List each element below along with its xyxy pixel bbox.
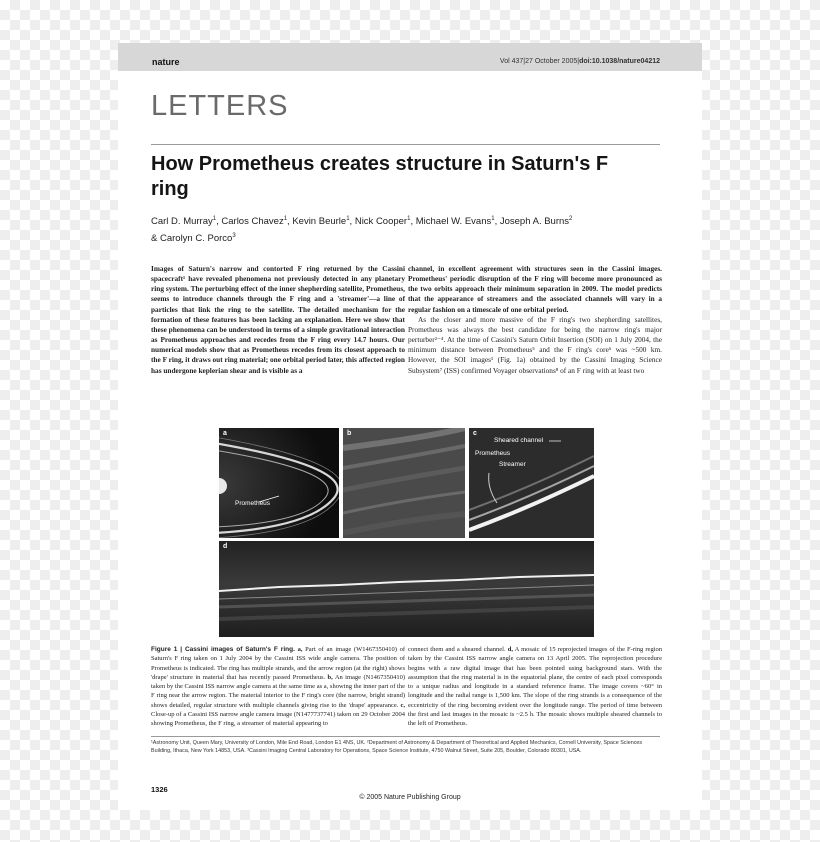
prometheus-label-c: Prometheus xyxy=(475,450,511,457)
sheared-channel-label: Sheared channel xyxy=(494,437,544,444)
ring-image-a xyxy=(219,428,339,538)
panel-label-c: c xyxy=(473,430,477,437)
prometheus-label-a: Prometheus xyxy=(235,500,271,507)
caption-text: connect them and a sheared channel. xyxy=(408,646,506,653)
author-affiliation-mark: 1 xyxy=(212,216,217,222)
caption-text: An image (N1467350410) taken by the Cassini ISS narrow angle camera at the same time as a, showing the inner part of the F ring near the arrow region. The material interior to the F ring's core (the narrow, bright strand) shows detailed, regular structure with multiple channels giving rise to the 'drape' appearance. xyxy=(151,673,405,709)
author-affiliation-mark: 3 xyxy=(232,233,236,240)
journal-header-bar xyxy=(118,43,702,71)
doi-text: doi:10.1038/nature04212 xyxy=(579,58,660,65)
author-affiliation-mark: 1 xyxy=(283,216,288,222)
title-rule xyxy=(151,144,660,145)
figure-panel-b xyxy=(343,428,465,538)
author-name: Michael W. Evans xyxy=(415,216,492,228)
figure-caption-left xyxy=(151,645,405,729)
author-affiliation-mark: 1 xyxy=(491,216,495,222)
issue-info xyxy=(500,58,660,65)
author-name: Nick Cooper xyxy=(354,216,408,228)
journal-name: nature xyxy=(152,57,180,67)
caption-panel-letter: a, xyxy=(294,646,303,653)
figure-panel-c xyxy=(469,428,594,538)
author-name: Carlos Chavez xyxy=(221,216,284,228)
figure-panel-d xyxy=(219,541,594,637)
abstract-left-column xyxy=(151,264,405,376)
issue-volume-date: Vol 437|27 October 2005| xyxy=(499,58,580,65)
paper-page xyxy=(118,43,702,810)
caption-text: A mosaic of 15 reprojected images of the F-ring region taken by the Cassini ISS narrow angle camera on 13 April 2005. The reprojection procedure begins with a raw digital image that has been pointed using background stars. With the assumption that the ring material is in the equatorial plane, the centre of each pixel corresponds to a unique radius and longitude in a standard reference frame. The image covers ~60° in longitude and the radial range is 1,500 km. The slope of the ring strands is a consequence of the eccentricity of the ring becoming evident over the longitude range. The period of time between the first and last images in the mosaic is ~2.5 h. The mosaic shows multiple sheared channels to the left of Prometheus. xyxy=(408,646,662,728)
author-name: Carolyn C. Porco xyxy=(159,233,233,245)
figure-caption-right xyxy=(408,645,662,729)
panel-label-d: d xyxy=(223,543,228,550)
affiliations: ¹Astronomy Unit, Queen Mary, University of London, Mile End Road, London E1 4NS, UK. ²Department of Astronomy & Department of Theoretical and Applied Mechanics, Cornell University, Space Sciences Building, Ithaca, New York 14853, USA. ³Cassini Imaging Central Laboratory for Operations, Space Science Institute, 4750 Walnut Street, Suite 205, Boulder, Colorado 80301, USA. xyxy=(151,740,643,755)
caption-text: Close-up of a Cassini ISS narrow angle camera image (N1477737741) taken on 29 October 2004 showing Prometheus, the F ring, a streamer of material appearing to xyxy=(151,711,405,728)
page-number: 1326 xyxy=(151,785,168,794)
panel-label-a: a xyxy=(223,430,227,437)
caption-panel-letter: b, xyxy=(325,673,333,681)
panel-label-b: b xyxy=(347,430,352,437)
author-name: Joseph A. Burns xyxy=(499,216,570,228)
article-title: How Prometheus creates structure in Saturn's F ring xyxy=(151,153,609,200)
author-affiliation-mark: 1 xyxy=(346,216,350,222)
streamer-label: Streamer xyxy=(499,461,526,468)
abstract-text-right: channel, in excellent agreement with structures seen in the Cassini images. Prometheus' periodic disruption of the F ring will become more pronounced as the two orbits approach their minimum separation in 2009. The model predicts that the appearance of streamers and the associated channels will vary in a regular fashion on a timescale of one orbital period. xyxy=(408,264,662,314)
caption-title: Figure 1 | Cassini images of Saturn's F ring. xyxy=(151,646,295,653)
body-text-right: As the closer and more massive of the F ring's two shepherding satellites, Prometheus was always the best candidate for being the narrow ring's major perturber²⁻⁴. At the time of Cassini's Saturn Orbit Insertion (SOI) on 1 July 2004, the minimum distance between Prometheus⁵ and the F ring's core⁶ was ~500 km. However, the SOI images¹ (Fig. 1a) obtained by the Cassini Imaging Science Subsystem⁷ (ISS) confirmed Voyager observations⁸ of an F ring with at least two xyxy=(408,314,662,375)
caption-text: Part of an image (W1467350410) of Saturn's F ring taken on 1 July 2004 by the Cassini ISS wide angle camera. The position of Prometheus is indicated. The ring has multiple strands, and the arrow region (at the right) shows 'drape' structure in material that has recently passed Prometheus. xyxy=(151,646,406,681)
author-name: Carl D. Murray xyxy=(151,216,213,228)
caption-panel-letter: d, xyxy=(505,646,513,653)
figure-panel-a xyxy=(219,428,339,538)
ring-image-c xyxy=(469,428,594,538)
author-affiliation-mark: 1 xyxy=(407,216,411,222)
caption-panel-letter: c, xyxy=(398,701,405,709)
affiliation-rule xyxy=(151,736,660,737)
ring-image-b xyxy=(343,428,465,538)
author-list: Carl D. Murray$^1$, Carlos Chavez$^1$, Kevin Beurle$^1$, Nick Cooper$^1$, Michael W. Evans$^1$, Joseph A. Burns$^2$ & Carolyn C. Porco$^3$ xyxy=(151,216,573,245)
author-name: Kevin Beurle xyxy=(292,216,347,228)
abstract-text-left: Images of Saturn's narrow and contorted F ring returned by the Cassini spacecraft¹ have revealed phenomena not previously detected in any planetary ring system. The perturbing effect of the inner shepherding satellite, Prometheus, seems to introduce channels through the F ring and a 'streamer'—a line of particles that link the ring to the satellite. The detailed mechanism for the formation of these features has been lacking an explanation. Here we show that these phenomena can be understood in terms of a simple gravitational interaction as Prometheus approaches and recedes from the F ring every 14.7 hours. Our numerical models show that as Prometheus recedes from its closest approach to the F ring, it draws out ring material; one orbital period later, this affected region has undergone keplerian shear and is visible as a xyxy=(151,264,405,375)
author-affiliation-mark: 2 xyxy=(569,216,573,222)
section-heading: LETTERS xyxy=(151,90,289,122)
copyright-notice: © 2005 Nature Publishing Group xyxy=(359,794,461,801)
ring-mosaic-d xyxy=(219,541,594,637)
abstract-right-column xyxy=(408,264,662,376)
